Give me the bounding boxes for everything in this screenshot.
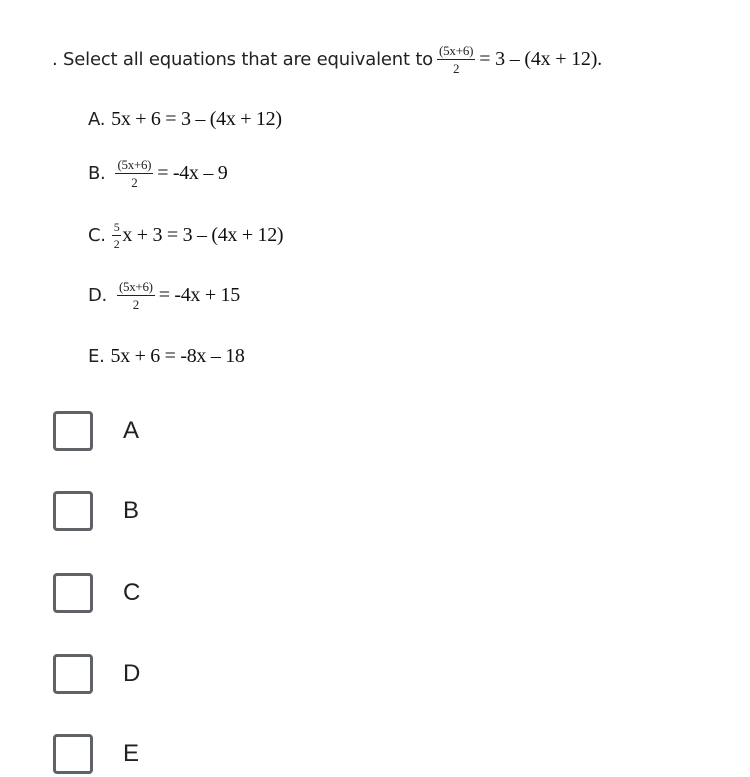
fraction-denominator: 2 [132,297,139,312]
question-prompt [52,44,602,75]
option-fraction [112,221,122,250]
choice-e[interactable] [53,731,139,777]
choice-c[interactable] [53,570,140,616]
choice-d[interactable] [53,651,140,697]
question-rhs: = 3 – (4x + 12). [479,48,602,70]
option-letter: A. [88,109,106,130]
option-fraction [117,280,155,311]
option-expression: x + 3 = 3 – (4x + 12) [122,224,284,246]
choice-label[interactable]: A [123,417,140,444]
option-b [88,158,227,189]
choice-b[interactable] [53,488,139,534]
checkbox[interactable] [53,573,93,613]
option-a [88,108,282,131]
fraction-numerator: (5x+6) [439,43,474,58]
option-letter: B. [88,163,106,184]
option-letter: E. [88,346,105,367]
option-letter: D. [88,285,107,306]
option-fraction [115,158,153,189]
fraction-denominator: 2 [131,175,138,190]
option-letter: C. [88,225,106,246]
question-fraction [437,44,475,75]
choice-label[interactable]: D [123,660,141,687]
option-c [88,221,283,250]
checkbox[interactable] [53,654,93,694]
option-d [88,280,240,311]
choice-label[interactable]: B [123,497,140,524]
option-expression: = -4x – 9 [157,162,228,184]
option-expression: 5x + 6 = -8x – 18 [110,345,245,367]
fraction-denominator: 2 [113,237,120,251]
fraction-numerator: (5x+6) [118,279,153,294]
fraction-numerator: 5 [113,220,120,234]
checkbox[interactable] [53,734,93,774]
option-expression: = -4x + 15 [158,284,240,306]
choice-label[interactable]: C [123,579,141,606]
checkbox[interactable] [53,411,93,451]
checkbox[interactable] [53,491,93,531]
fraction-numerator: (5x+6) [117,157,152,172]
choice-label[interactable]: E [123,740,140,767]
option-expression: 5x + 6 = 3 – (4x + 12) [111,108,282,130]
option-e [88,345,245,368]
question-text: . Select all equations that are equivalent to [52,49,433,70]
choice-a[interactable] [53,408,139,454]
fraction-denominator: 2 [452,61,460,76]
